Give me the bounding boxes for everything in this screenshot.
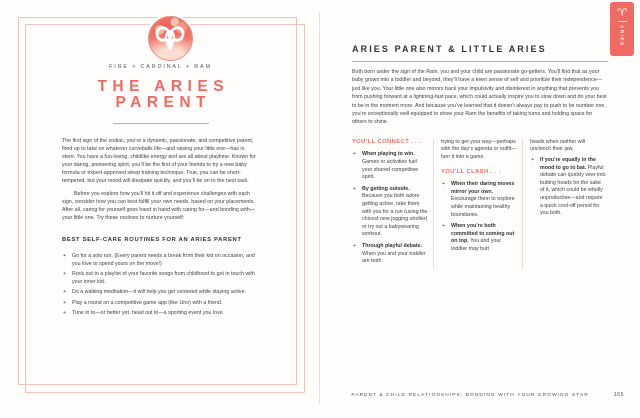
list-item <box>441 223 517 253</box>
list-item <box>441 181 517 219</box>
list-item-text: When playing to win. Games or activities fuel your shared competitive spirit. <box>362 151 419 181</box>
list-item <box>62 252 259 268</box>
left-page <box>62 64 259 319</box>
connect-clash-columns <box>352 139 608 270</box>
list-item <box>62 288 259 296</box>
right-page <box>352 44 608 270</box>
intro-paragraph-1: The first sign of the zodiac, you’re a dynamic, passionate, and competitive parent, fired up to take on whatever curveballs life—and raising your little one—has in store. You have a fun-loving, childlike energy and are all about playtime. Known for your daring, pioneering spirit, you’ll be the first of your friends to try a new baby formula or expert-approved sleep training technique. True, you can be short-tempered, but your mood will dissipate quickly, and you’ll be on to the next task. <box>62 138 256 185</box>
list-item-text: When you’re both committed to coming out on top. You and your toddler may butt <box>451 223 515 252</box>
bullet-icon: + <box>63 309 67 316</box>
page-gutter-line <box>319 12 320 404</box>
section-heading: ARIES PARENT & LITTLE ARIES <box>352 44 547 54</box>
bullet-icon: + <box>353 185 357 192</box>
page-title <box>62 79 265 111</box>
bullet-icon: + <box>531 157 535 164</box>
bullet-icon: + <box>442 223 446 230</box>
list-item <box>530 157 606 218</box>
list-item <box>62 299 259 307</box>
column-1 <box>352 139 428 270</box>
aries-emblem <box>146 14 194 62</box>
element-quality-animal-kicker: FIRE + CARDINAL + RAM <box>109 64 212 70</box>
bullet-icon: + <box>442 181 446 188</box>
tab-divider <box>618 21 627 22</box>
self-care-list <box>62 252 259 317</box>
list-item <box>62 270 259 286</box>
ram-skull-icon <box>153 21 187 55</box>
list-item <box>352 243 428 266</box>
column-section-header: YOU’LL CLASH . . . <box>441 168 501 175</box>
list-item-text: Tune in to—or better yet, head out to—a sporting event you love. <box>72 309 225 316</box>
section-intro-paragraph: Both born under the sign of the Ram, you and your child are passionate go-getters. You’ll find that as your baby grows into a toddler and beyond, they’ll have a keen sense of self and prioritize their independence—just like you. Your little one also mirrors back your impulsivity and disinterest in anything that prevents you from pushing forward at a lightning-fast pace, which could actually inspire you to slow down and do your best to be in the moment more. And because you’ve learned that it doesn’t always pay to push to be number one, you’re exceptionally well equipped to show your Ram the benefits of taking turns and holding space for others to shine. <box>352 69 607 126</box>
bullet-icon: + <box>353 242 357 249</box>
column-section-header: YOU’LL CONNECT . . . <box>352 138 422 145</box>
bullet-icon: + <box>353 151 357 158</box>
intro-paragraph-2: Before you explore how you’ll hit it off and experience challenges with each sign, consider how you can best fulfill your own needs, based on your placements. After all, caring for yourself goes hand in hand with caring for—and bonding with—your little one. Try these routines to nurture yourself: <box>62 190 256 221</box>
column-continuation-text: trying to get your way—perhaps with the day’s agenda or outfit—turn it into a game. <box>441 138 517 161</box>
list-item <box>62 309 259 317</box>
list-item-text: When their daring moves mirror your own. Encourage them to explore while maintaining healthy boundaries. <box>451 181 515 218</box>
section-heading-rule <box>352 61 608 62</box>
list-item-text: Through playful debate. When you and your toddler are both <box>362 242 426 265</box>
list-item-text: Do a walking meditation—it will help you get centered while staying active. <box>72 289 247 296</box>
column-continuation-text: heads when neither will unclench their jaw. <box>530 138 586 153</box>
aries-emblem-circle <box>148 16 193 61</box>
list-item-text: If you’re equally in the mood to go to bat. Playful debate can quickly veer into butting heads for the sake of it, which could be wholly unproductive—and require a quick cool-off period for you both. <box>540 157 606 217</box>
tab-label: ARIES <box>619 25 625 47</box>
title-divider <box>113 123 209 124</box>
running-footer-title: PARENT & CHILD RELATIONSHIPS: BONDING WITH YOUR GROWING STAR <box>351 393 589 398</box>
self-care-heading: BEST SELF-CARE ROUTINES FOR AN ARIES PARENT <box>62 236 242 243</box>
running-footer <box>340 392 624 398</box>
column-3 <box>522 139 606 270</box>
list-item <box>352 151 428 181</box>
bullet-icon: + <box>63 289 67 296</box>
page-number: 165 <box>613 392 624 398</box>
aries-symbol-icon: ♈ <box>617 6 627 19</box>
list-item-text: Go for a solo run. (Every parent needs a break from their kid on occasion, and you love to spend yours on the move!) <box>72 253 255 268</box>
list-item-text: By getting outside. Because you both adore getting active, take them with you for a run (using the chicest new jogging stroller) or try out a babywearing workout. <box>362 185 428 238</box>
list-item <box>352 186 428 239</box>
bullet-icon: + <box>63 271 67 278</box>
bullet-icon: + <box>63 253 67 260</box>
page-title-line1: THE ARIES <box>97 78 230 95</box>
column-2 <box>433 139 517 270</box>
list-item-text: Play a round on a competitive game app (like Uno) with a friend. <box>72 299 223 306</box>
aries-chapter-tab <box>610 2 634 56</box>
bullet-icon: + <box>63 299 67 306</box>
page-title-line2: PARENT <box>115 94 212 111</box>
list-item-text: Rock out to a playlist of your favorite songs from childhood to get in touch with your inner kid. <box>72 271 255 286</box>
